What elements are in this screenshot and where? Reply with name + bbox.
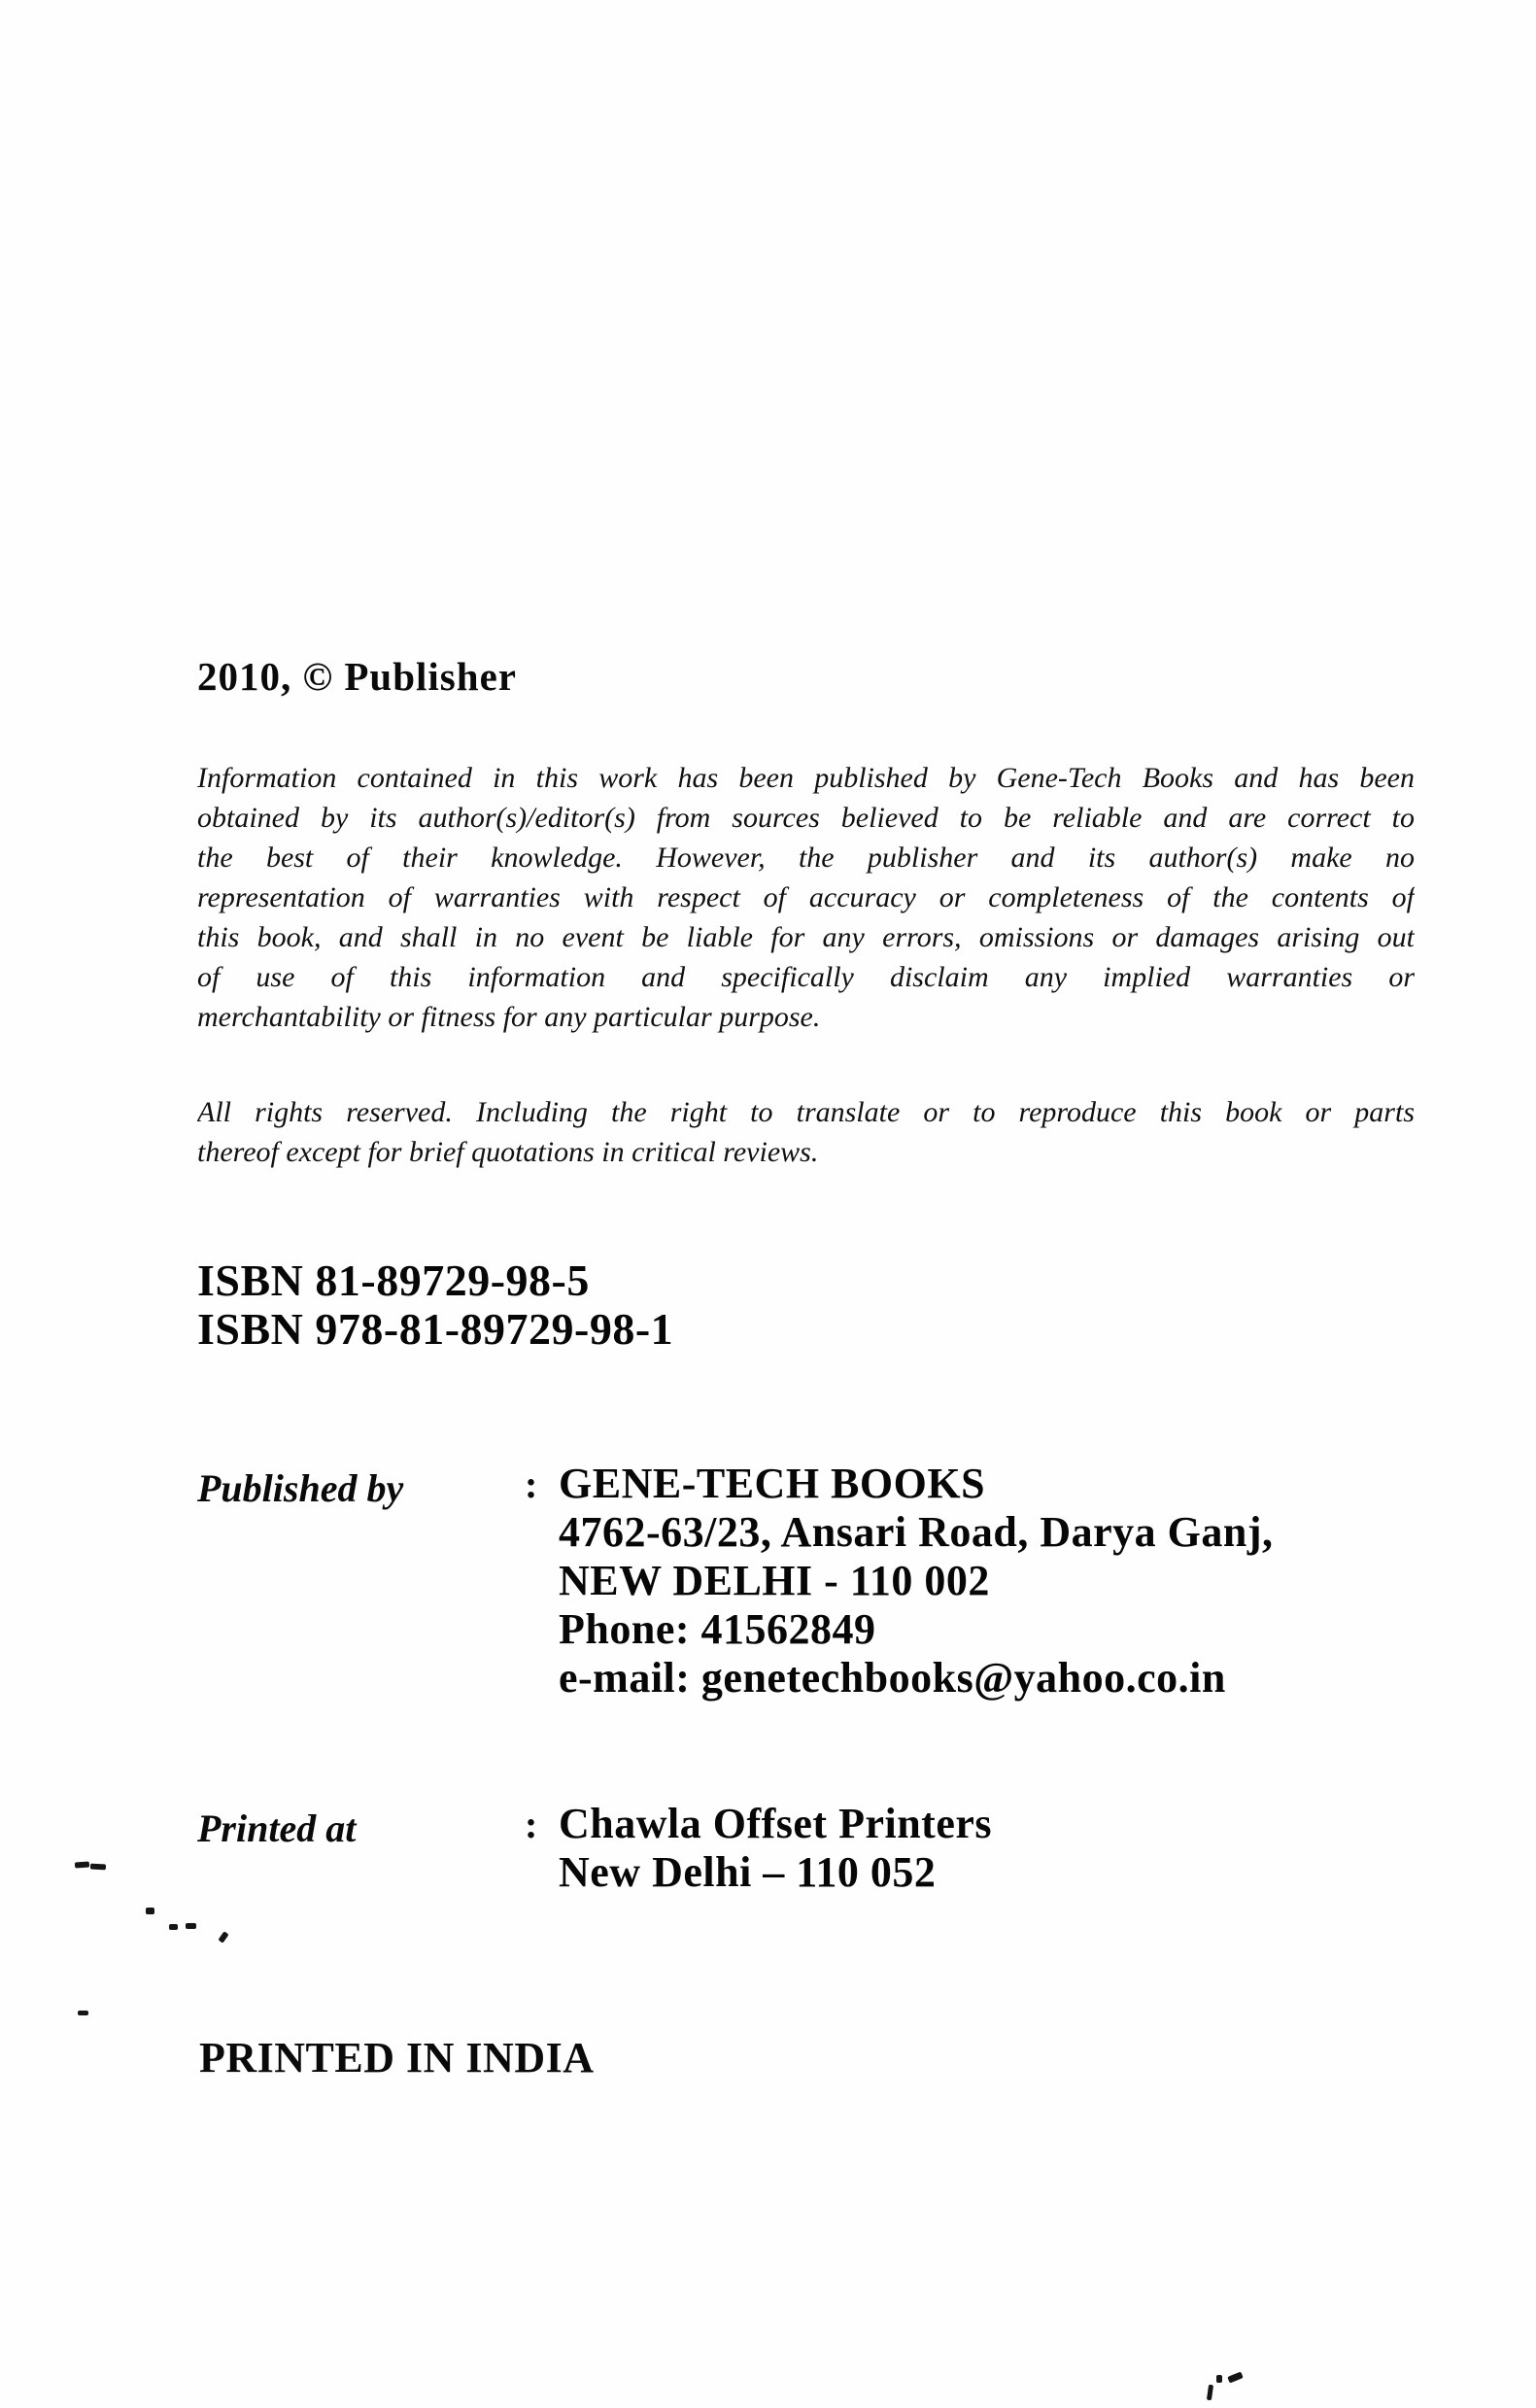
disclaimer-line: of use of this information and specifically disclaim any implied warranties or [197, 961, 1415, 993]
printer-address: New Delhi – 110 052 [559, 1848, 937, 1896]
copyright-year-line: 2010, © Publisher [197, 654, 517, 699]
scan-speck [169, 1924, 178, 1930]
scan-speck [218, 1931, 228, 1943]
rights-line: thereof except for brief quotations in critical reviews. [197, 1136, 819, 1168]
disclaimer-line: Information contained in this work has been published by Gene-Tech Books and has been [197, 762, 1415, 794]
disclaimer-line: the best of their knowledge. However, the publisher and its author(s) make no [197, 842, 1415, 874]
disclaimer-line: merchantability or fitness for any particular purpose. [197, 1001, 821, 1033]
disclaimer-paragraph [197, 758, 1415, 1037]
printed-in-india-line: PRINTED IN INDIA [199, 2034, 595, 2081]
scan-speck [75, 1861, 89, 1868]
printed-at-colon: : [525, 1803, 538, 1846]
rights-reserved-paragraph [197, 1092, 1415, 1172]
printed-at-label: Printed at [197, 1806, 357, 1850]
scan-speck [78, 2011, 88, 2015]
publisher-email: e-mail: genetechbooks@yahoo.co.in [559, 1654, 1226, 1702]
printed-at-content [559, 1800, 992, 1897]
scan-speck [1207, 2385, 1213, 2401]
publisher-phone: Phone: 41562849 [559, 1605, 876, 1653]
publisher-address-line-1: 4762-63/23, Ansari Road, Darya Ganj, [559, 1508, 1274, 1556]
published-by-label: Published by [197, 1466, 404, 1510]
scan-speck [90, 1864, 106, 1871]
printer-name: Chawla Offset Printers [559, 1800, 993, 1847]
scan-speck [186, 1923, 196, 1929]
published-by-content [559, 1460, 1273, 1703]
disclaimer-line: this book, and shall in no event be liable for any errors, omissions or damages arising out [197, 921, 1415, 953]
publisher-name: GENE-TECH BOOKS [559, 1460, 986, 1507]
isbn-10-line: ISBN 81-89729-98-5 [197, 1256, 590, 1305]
published-by-colon: : [525, 1462, 538, 1506]
scan-speck [1216, 2375, 1222, 2383]
disclaimer-line: representation of warranties with respect of accuracy or completeness of the contents of [197, 881, 1415, 913]
scan-speck [146, 1908, 154, 1914]
publisher-address-line-2: NEW DELHI - 110 002 [559, 1557, 990, 1604]
disclaimer-line: obtained by its author(s)/editor(s) from sources believed to be reliable and are correct to [197, 802, 1415, 834]
rights-line: All rights reserved. Including the right to translate or to reproduce this book or parts [197, 1096, 1415, 1128]
scan-speck [1227, 2371, 1244, 2383]
isbn-block [197, 1256, 673, 1354]
isbn-13-line: ISBN 978-81-89729-98-1 [197, 1304, 674, 1354]
